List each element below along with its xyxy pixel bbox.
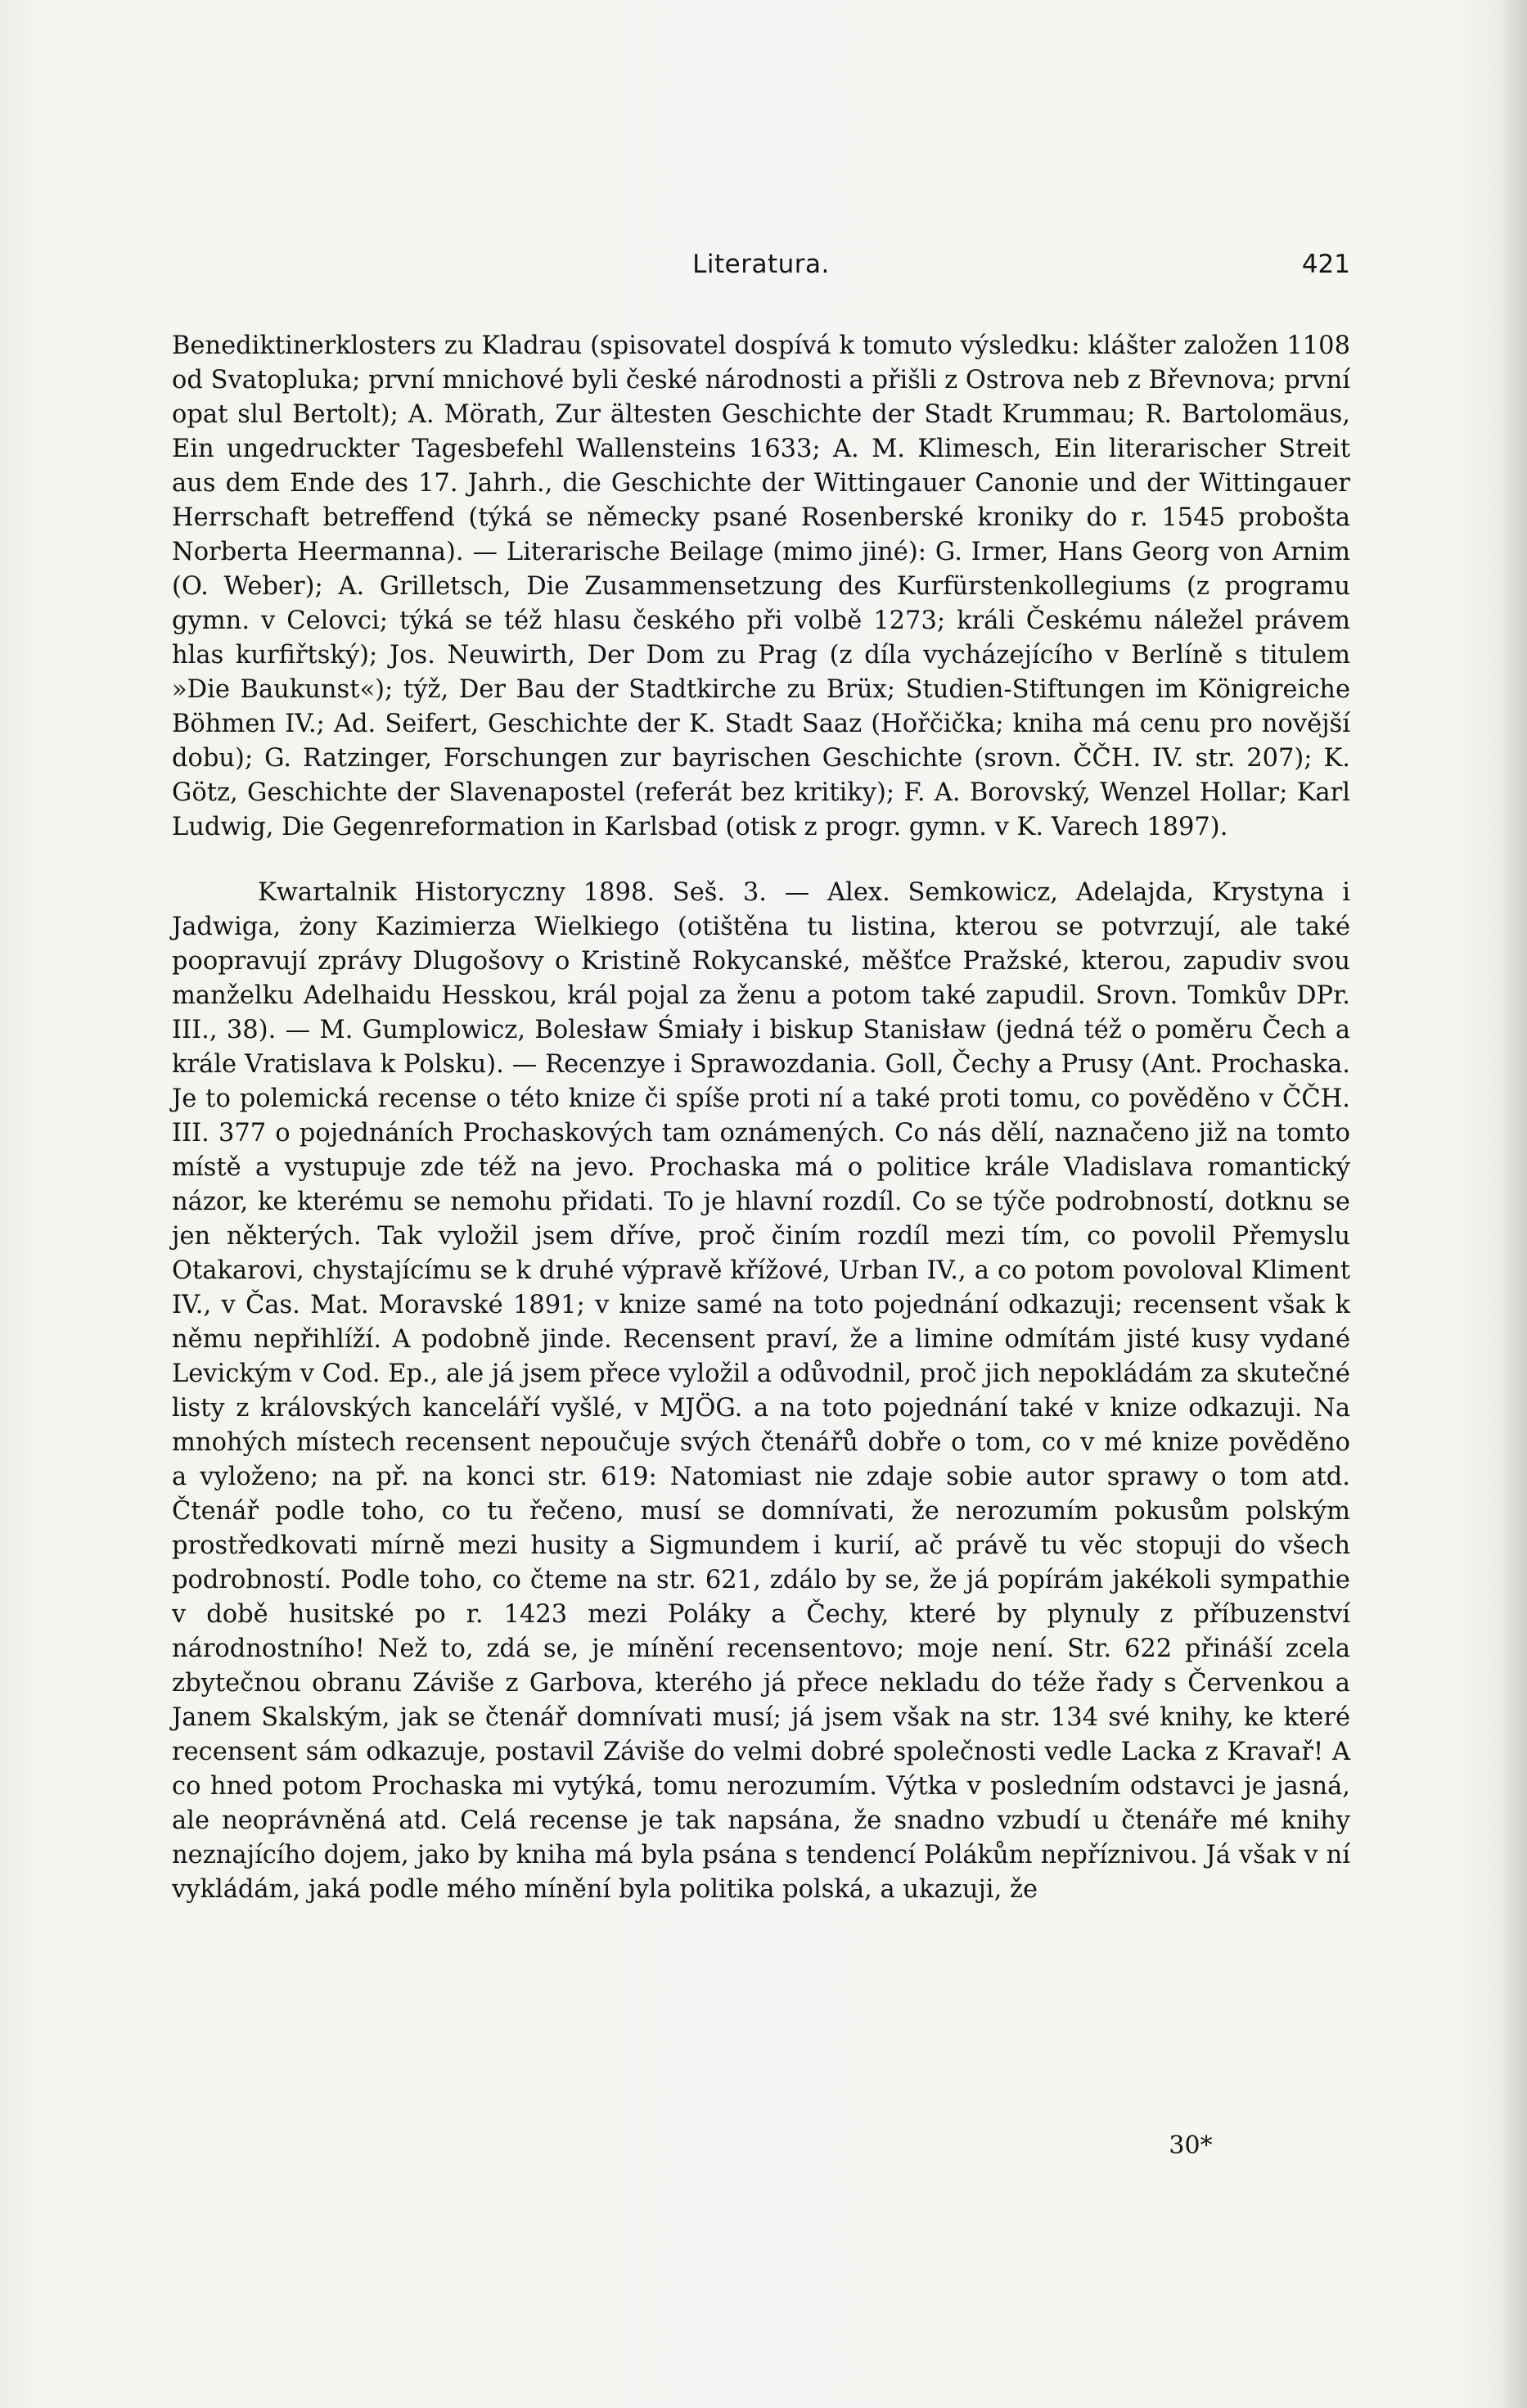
page-header: [172, 250, 1350, 282]
page-number: 421: [1301, 250, 1350, 279]
paragraph-mitteilungen-continuation: Benediktinerklosters zu Kladrau (spisovatel dospívá k tomuto výsledku: klášter založen 1108 od Svatopluka; první mnichové byli české národnosti a přišli z Ostrova neb z Břevnova; první opat slul Bertolt); A. Mörath, Zur ältesten Geschichte der Stadt Krummau; R. Bartolomäus, Ein ungedruckter Tagesbefehl Wallensteins 1633; A. M. Klimesch, Ein literarischer Streit aus dem Ende des 17. Jahrh., die Geschichte der Wittingauer Canonie und der Wittingauer Herrschaft betreffend (týká se německy psané Rosenberské kroniky do r. 1545 probošta Norberta Heermanna). — Literarische Beilage (mimo jiné): G. Irmer, Hans Georg von Arnim (O. Weber); A. Grilletsch, Die Zusammensetzung des Kurfürstenkollegiums (z programu gymn. v Celovci; týká se též hlasu českého při volbě 1273; králi Českému náležel právem hlas kurfiřtský); Jos. Neuwirth, Der Dom zu Prag (z díla vycházejícího v Berlíně s titulem »Die Baukunst«); týž, Der Bau der Stadtkirche zu Brüx; Studien-Stiftungen im Königreiche Böhmen IV.; Ad. Seifert, Geschichte der K. Stadt Saaz (Hořčička; kniha má cenu pro novější dobu); G. Ratzinger, Forschungen zur bayrischen Geschichte (srovn. ČČH. IV. str. 207); K. Götz, Geschichte der Slavenapostel (referát bez kritiky); F. A. Borovský, Wenzel Hollar; Karl Ludwig, Die Gegenreformation in Karlsbad (otisk z progr. gymn. v K. Varech 1897).: [172, 331, 1350, 841]
page-edge: [1498, 0, 1527, 2408]
paragraph-kwartalnik-historyczny: Kwartalnik Historyczny 1898. Seš. 3. — Alex. Semkowicz, Adelajda, Krystyna i Jadwiga, żony Kazimierza Wielkiego (otištěna tu listina, kterou se potvrzují, ale také poopravují zprávy Dlugošovy o Kristině Rokycanské, měšťce Pražské, kterou, zapudiv svou manželku Adelhaidu Hesskou, král pojal za ženu a potom také zapudil. Srovn. Tomkův DPr. III., 38). — M. Gumplowicz, Bolesław Śmiały i biskup Stanisław (jedná též o poměru Čech a krále Vratislava k Polsku). — Recenzye i Sprawozdania. Goll, Čechy a Prusy (Ant. Prochaska. Je to polemická recense o této knize či spíše proti ní a také proti tomu, co pověděno v ČČH. III. 377 o pojednáních Prochaskových tam oznámených. Co nás dělí, naznačeno již na tomto místě a vystupuje zde též na jevo. Prochaska má o politice krále Vladislava romantický názor, ke kterému se nemohu přidati. To je hlavní rozdíl. Co se týče podrobností, dotknu se jen některých. Tak vyložil jsem dříve, proč činím rozdíl mezi tím, co povolil Přemyslu Otakarovi, chystajícímu se k druhé výpravě křížové, Urban IV., a co potom povoloval Kliment IV., v Čas. Mat. Moravské 1891; v knize samé na toto pojednání odkazuji; recensent však k němu nepřihlíží. A podobně jinde. Recensent praví, že a limine odmítám jisté kusy vydané Levickým v Cod. Ep., ale já jsem přece vyložil a odůvodnil, proč jich nepokládám za skutečné listy z královských kanceláří vyšlé, v MJÖG. a na toto pojednání také v knize odkazuji. Na mnohých místech recensent nepoučuje svých čtenářů dobře o tom, co v mé knize pověděno a vyloženo; na př. na konci str. 619: Natomiast nie zdaje sobie autor sprawy o tom atd. Čtenář podle toho, co tu řečeno, musí se domnívati, že nerozumím pokusům polským prostředkovati mírně mezi husity a Sigmundem i kurií, ač právě tu věc stopuji do všech podrobností. Podle toho, co čteme na str. 621, zdálo by se, že já popírám jakékoli sympathie v době husitské po r. 1423 mezi Poláky a Čechy, které by plynuly z příbuzenství národnostního! Než to, zdá se, je mínění recensentovo; moje není. Str. 622 přináší zcela zbytečnou obranu Záviše z Garbova, kterého já přece nekladu do téže řady s Červenkou a Janem Skalským, jak se čtenář domnívati musí; já jsem však na str. 134 své knihy, ke které recensent sám odkazuje, postavil Záviše do velmi dobré společnosti vedle Lacka z Kravař! A co hned potom Prochaska mi vytýká, tomu nerozumím. Výtka v posledním odstavci je jasná, ale neoprávněná atd. Celá recense je tak napsána, že snadno vzbudí u čtenáře mé knihy neznajícího dojem, jako by kniha má byla psána s tendencí Polákům nepříznivou. Já však v ní vykládám, jaká podle mého mínění byla politika polská, a ukazuji, že: [172, 878, 1350, 1904]
signature-mark: 30*: [1169, 2131, 1213, 2160]
running-head: Literatura.: [692, 250, 830, 279]
body-text: [172, 329, 1350, 1907]
